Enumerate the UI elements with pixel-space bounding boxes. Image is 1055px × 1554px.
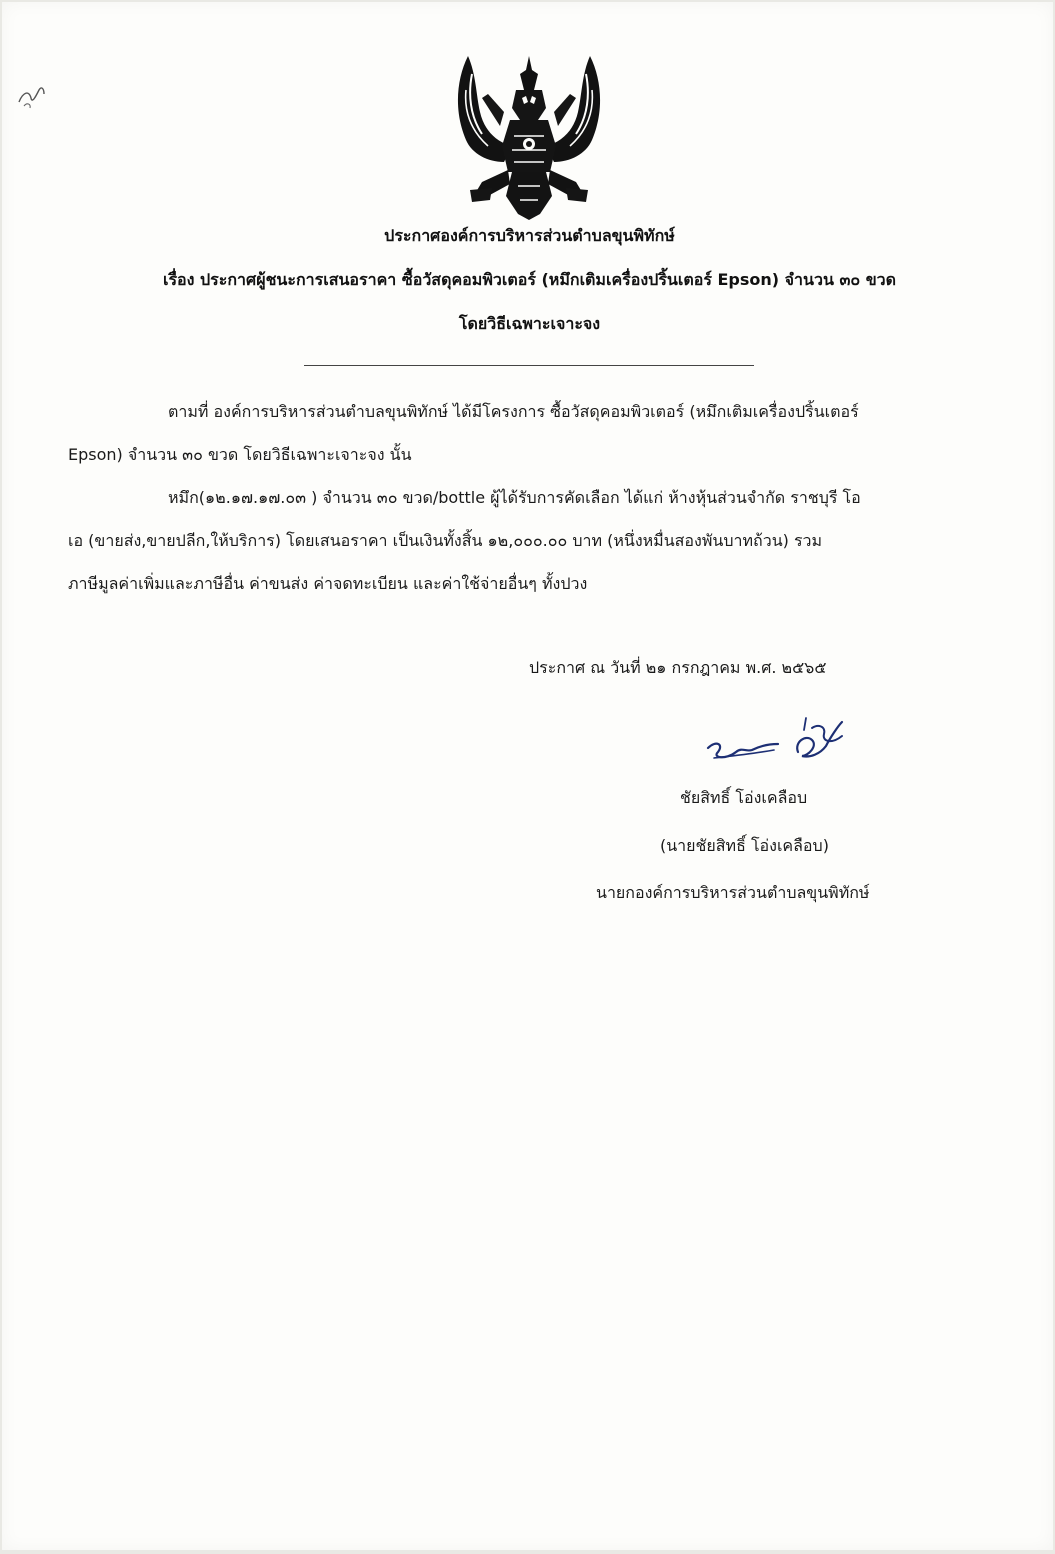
announcement-subject: เรื่อง ประกาศผู้ชนะการเสนอราคา ซื้อวัสดุคอมพิวเตอร์ (หมึกเติมเครื่องปริ้นเตอร์ Epson) จำนวน ๓๐ ขวด <box>162 270 897 289</box>
paragraph-2-line-2: เอ (ขายส่ง,ขายปลีก,ให้บริการ) โดยเสนอราคา เป็นเงินทั้งสิ้น ๑๒,๐๐๐.๐๐ บาท (หนึ่งหมื่นสองพันบาทถ้วน) รวม <box>68 531 823 550</box>
announcement-date: ประกาศ ณ วันที่ ๒๑ กรกฎาคม พ.ศ. ๒๕๖๕ <box>529 658 827 677</box>
divider <box>304 365 754 366</box>
signer-name: ชัยสิทธิ์ โอ่งเคลือบ <box>680 788 808 807</box>
paragraph-2-line-3: ภาษีมูลค่าเพิ่มและภาษีอื่น ค่าขนส่ง ค่าจดทะเบียน และค่าใช้จ่ายอื่นๆ ทั้งปวง <box>68 574 588 593</box>
paragraph-1-line-1: ตามที่ องค์การบริหารส่วนตำบลขุนพิทักษ์ ได้มีโครงการ ซื้อวัสดุคอมพิวเตอร์ (หมึกเติมเครื่องปริ้นเตอร์ <box>168 402 859 421</box>
paragraph-1-line-2: Epson) จำนวน ๓๐ ขวด โดยวิธีเฉพาะเจาะจง นั้น <box>68 445 412 464</box>
announcement-page <box>2 2 1053 1550</box>
paragraph-2-line-1: หมึก(๑๒.๑๗.๑๗.๐๓ ) จำนวน ๓๐ ขวด/bottle ผู้ได้รับการคัดเลือก ได้แก่ ห้างหุ้นส่วนจำกัด ราชบุรี โอ <box>168 488 861 507</box>
handwritten-signature <box>702 714 852 774</box>
margin-note-mark <box>14 78 50 112</box>
garuda-emblem <box>448 50 610 222</box>
announcement-title: ประกาศองค์การบริหารส่วนตำบลขุนพิทักษ์ <box>384 226 675 245</box>
signer-position: นายกองค์การบริหารส่วนตำบลขุนพิทักษ์ <box>596 883 870 902</box>
procurement-method: โดยวิธีเฉพาะเจาะจง <box>458 314 601 333</box>
signer-full-name: (นายชัยสิทธิ์ โอ่งเคลือบ) <box>660 836 829 855</box>
